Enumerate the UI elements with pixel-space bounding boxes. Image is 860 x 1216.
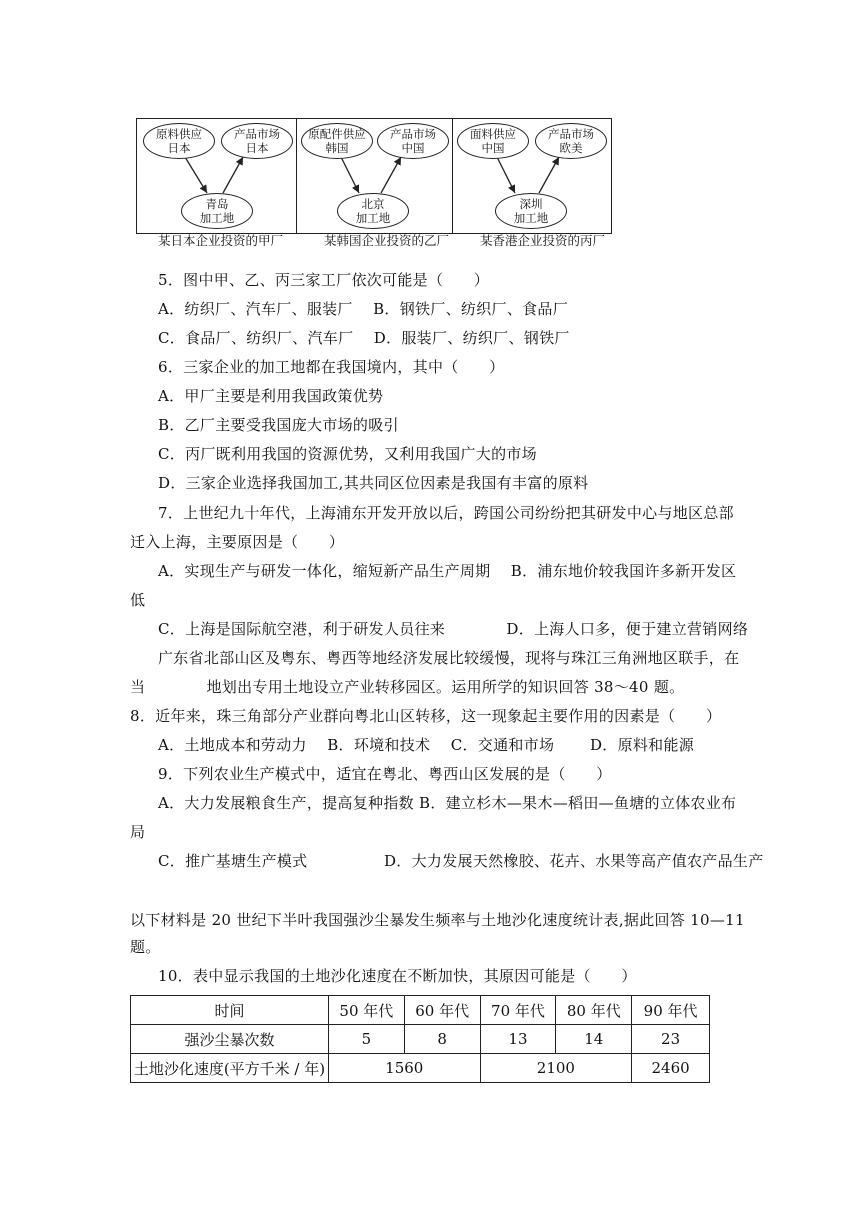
- q5-stem: 5．图中甲、乙、丙三家工厂依次可能是（ ）: [158, 271, 490, 289]
- table-cell: 5: [328, 1025, 404, 1054]
- table-intro-cont: 题。: [130, 938, 161, 956]
- q9-stem: 9．下列农业生产模式中，适宜在粤北、粤西山区发展的是（ ）: [158, 765, 612, 783]
- table-cell: 50 年代: [328, 996, 404, 1025]
- q9-options-ab: A．大力发展粮食生产，提高复种指数 B．建立杉木—果木—稻田—鱼塘的立体农业布: [158, 794, 737, 812]
- table-cell: 2460: [632, 1054, 710, 1083]
- caption-jia: 某日本企业投资的甲厂: [158, 233, 284, 248]
- table-cell: 2100: [480, 1054, 632, 1083]
- q7-stem-cont: 迁入上海，主要原因是（ ）: [130, 533, 345, 551]
- q7-options-cd: C．上海是国际航空港，利于研发人员往来 D．上海人口多，便于建立营销网络: [158, 620, 749, 638]
- q10-stem: 10．表中显示我国的土地沙化速度在不断加快，其原因可能是（ ）: [158, 967, 637, 985]
- caption-bing: 某香港企业投资的丙厂: [480, 233, 606, 248]
- market-node: 产品市场 日本: [221, 123, 293, 159]
- q5-options-cd: C．食品厂、纺织厂、汽车厂 D．服装厂、纺织厂、钢铁厂: [158, 329, 570, 347]
- table-intro: 以下材料是 20 世纪下半叶我国强沙尘暴发生频率与土地沙化速度统计表,据此回答 10—11: [130, 911, 745, 929]
- q7-options-ab-cont: 低: [130, 591, 146, 609]
- table-cell: 70 年代: [480, 996, 556, 1025]
- q5-options-ab: A．纺织厂、汽车厂、服装厂 B．钢铁厂、纺织厂、食品厂: [158, 300, 569, 318]
- q9-options-cd: C．推广基塘生产模式 D．大力发展天然橡胶、花卉、水果等高产值农产品生产: [158, 852, 764, 870]
- diagram-panel-jia: [136, 118, 298, 234]
- q6-stem: 6．三家企业的加工地都在我国境内，其中（ ）: [158, 358, 505, 376]
- table-row: [131, 1054, 710, 1083]
- q7-options-ab: A．实现生产与研发一体化，缩短新产品生产周期 B．浦东地价较我国许多新开发区: [158, 562, 737, 580]
- material-intro: 广东省北部山区及粤东、粤西等地经济发展比较缓慢，现将与珠江三角洲地区联手，在: [158, 649, 740, 667]
- source-node: 原料供应 日本: [143, 123, 215, 159]
- sandstorm-table: [130, 995, 710, 1083]
- table-header-row: [131, 996, 710, 1025]
- q6-option-c: C．丙厂既利用我国的资源优势，又利用我国广大的市场: [158, 445, 537, 463]
- table-cell: 23: [632, 1025, 710, 1054]
- q8-stem: 8．近年来，珠三角部分产业群向粤北山区转移，这一现象起主要作用的因素是（ ）: [130, 707, 722, 725]
- table-cell: 8: [404, 1025, 480, 1054]
- diagram-panel-bing: [452, 118, 612, 234]
- table-cell: 80 年代: [556, 996, 632, 1025]
- table-cell: 60 年代: [404, 996, 480, 1025]
- source-node: 原配件供应 韩国: [301, 123, 373, 159]
- table-row: [131, 1025, 710, 1054]
- base-node: 北京 加工地: [337, 193, 409, 229]
- q6-option-a: A．甲厂主要是利用我国政策优势: [158, 387, 384, 405]
- table-cell: 土地沙化速度(平方千米 / 年): [131, 1054, 329, 1083]
- market-node: 产品市场 欧美: [535, 123, 607, 159]
- table-cell: 强沙尘暴次数: [131, 1025, 329, 1054]
- table-cell: 时间: [131, 996, 329, 1025]
- base-node: 青岛 加工地: [181, 193, 253, 229]
- q6-option-d: D．三家企业选择我国加工,其共同区位因素是我国有丰富的原料: [158, 474, 589, 492]
- material-intro-cont: 当 地划出专用土地设立产业转移园区。运用所学的知识回答 38～40 题。: [130, 678, 685, 696]
- table-cell: 1560: [328, 1054, 480, 1083]
- table-cell: 14: [556, 1025, 632, 1054]
- table-cell: 90 年代: [632, 996, 710, 1025]
- q9-options-ab-cont: 局: [130, 823, 146, 841]
- base-node: 深圳 加工地: [495, 193, 567, 229]
- table-cell: 13: [480, 1025, 556, 1054]
- market-node: 产品市场 中国: [377, 123, 449, 159]
- q7-stem: 7．上世纪九十年代，上海浦东开发开放以后，跨国公司纷纷把其研发中心与地区总部: [158, 504, 734, 522]
- q6-option-b: B．乙厂主要受我国庞大市场的吸引: [158, 416, 399, 434]
- source-node: 面料供应 中国: [457, 123, 529, 159]
- caption-yi: 某韩国企业投资的乙厂: [324, 233, 450, 248]
- q8-options: A．土地成本和劳动力 B．环境和技术 C．交通和市场 D．原料和能源: [158, 736, 695, 754]
- diagram-panel-yi: [296, 118, 454, 234]
